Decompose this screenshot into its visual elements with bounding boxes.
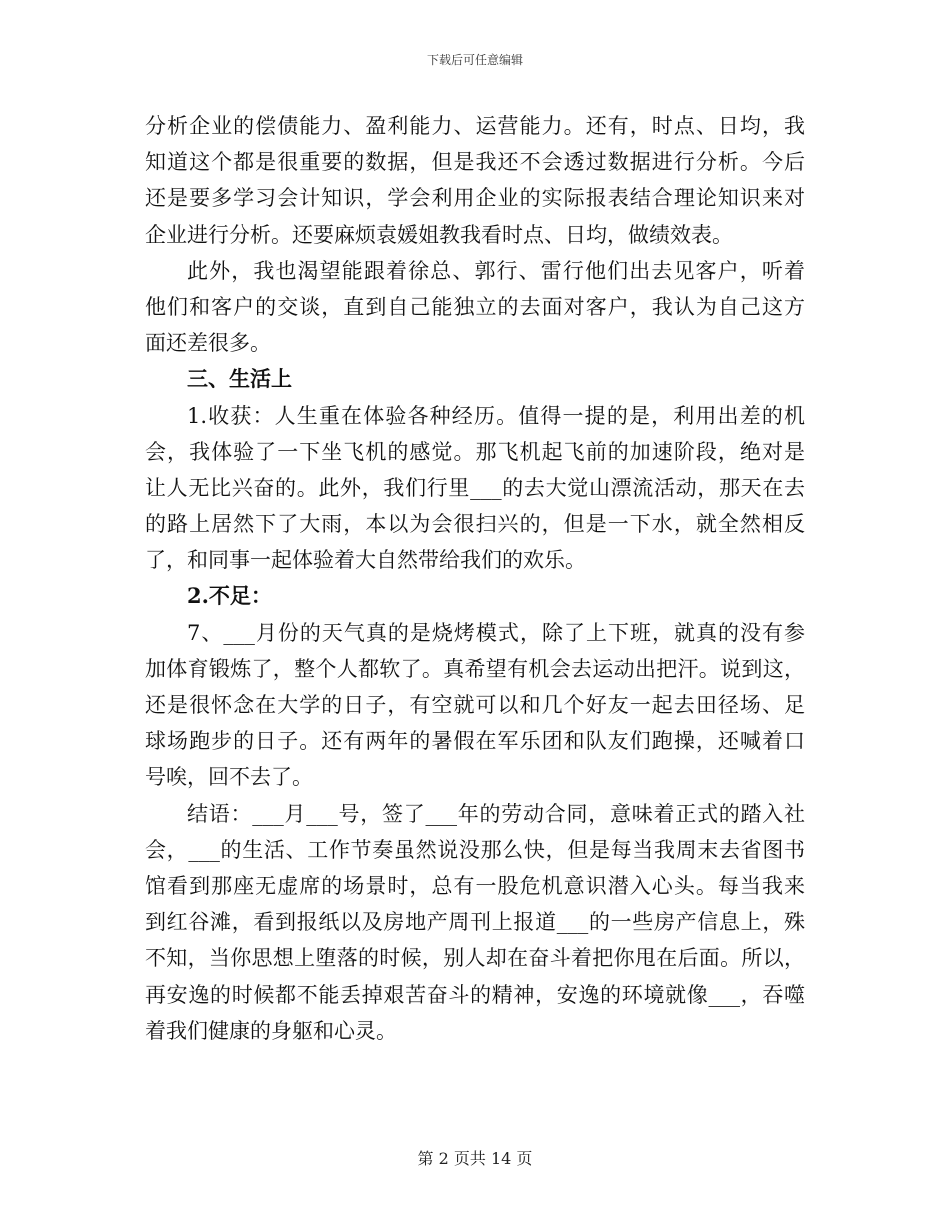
paragraph-line: 号唉，回不去了。 — [145, 765, 313, 790]
paragraph-line: 加体育锻炼了，整个人都软了。真希望有机会去运动出把汗。说到这， — [145, 656, 805, 681]
paragraph-line: 再安逸的时候都不能丢掉艰苦奋斗的精神，安逸的环境就像___，吞噬 — [145, 982, 805, 1007]
paragraph-line: 还是要多学习会计知识，学会利用企业的实际报表结合理论知识来对 — [145, 186, 805, 211]
paragraph-line: 让人无比兴奋的。此外，我们行里___的去大觉山漂流活动，那天在去 — [145, 475, 805, 500]
paragraph-line: 的路上居然下了大雨，本以为会很扫兴的，但是一下水，就全然相反 — [145, 512, 805, 537]
paragraph-line: 到红谷滩，看到报纸以及房地产周刊上报道___的一些房产信息上，殊 — [145, 910, 805, 935]
paragraph-line: 球场跑步的日子。还有两年的暑假在军乐团和队友们跑操，还喊着口 — [145, 729, 805, 754]
paragraph-line: 企业进行分析。还要麻烦袁媛姐教我看时点、日均，做绩效表。 — [145, 222, 733, 247]
paragraph-line: 7、___月份的天气真的是烧烤模式，除了上下班，就真的没有参 — [187, 620, 805, 645]
paragraph-line: 分析企业的偿债能力、盈利能力、运营能力。还有，时点、日均，我 — [145, 114, 805, 138]
paragraph-line: 着我们健康的身躯和心灵。 — [145, 1018, 397, 1043]
paragraph-line: 此外，我也渴望能跟着徐总、郭行、雷行他们出去见客户，听着 — [187, 258, 805, 283]
paragraph-line: 他们和客户的交谈，直到自己能独立的去面对客户，我认为自己这方 — [145, 294, 805, 319]
page-header: 下载后可任意编辑 — [426, 53, 523, 67]
paragraph-line: 结语：___月___号，签了___年的劳动合同，意味着正式的踏入社 — [187, 801, 805, 826]
paragraph-line: 了，和同事一起体验着大自然带给我们的欢乐。 — [145, 548, 586, 573]
paragraph-line: 馆看到那座无虚席的场景时，总有一股危机意识潜入心头。每当我来 — [145, 873, 805, 898]
subsection-heading: 2.不足： — [187, 583, 272, 609]
paragraph-line: 不知，当你思想上堕落的时候，别人却在奋斗着把你甩在后面。所以， — [145, 946, 805, 971]
paragraph-line: 面还差很多。 — [145, 331, 271, 356]
section-heading: 三、生活上 — [187, 366, 292, 392]
paragraph-line: 1.收获：人生重在体验各种经历。值得一提的是，利用出差的机 — [187, 403, 805, 428]
document-body — [145, 108, 805, 1049]
paragraph-line: 还是很怀念在大学的日子，有空就可以和几个好友一起去田径场、足 — [145, 693, 805, 717]
paragraph-line: 会，我体验了一下坐飞机的感觉。那飞机起飞前的加速阶段，绝对是 — [145, 439, 805, 464]
paragraph-line: 知道这个都是很重要的数据，但是我还不会透过数据进行分析。今后 — [145, 150, 805, 175]
paragraph-line: 会，___的生活、工作节奏虽然说没那么快，但是每当我周末去省图书 — [145, 837, 805, 862]
page-number: 第 2 页共 14 页 — [417, 1149, 533, 1168]
